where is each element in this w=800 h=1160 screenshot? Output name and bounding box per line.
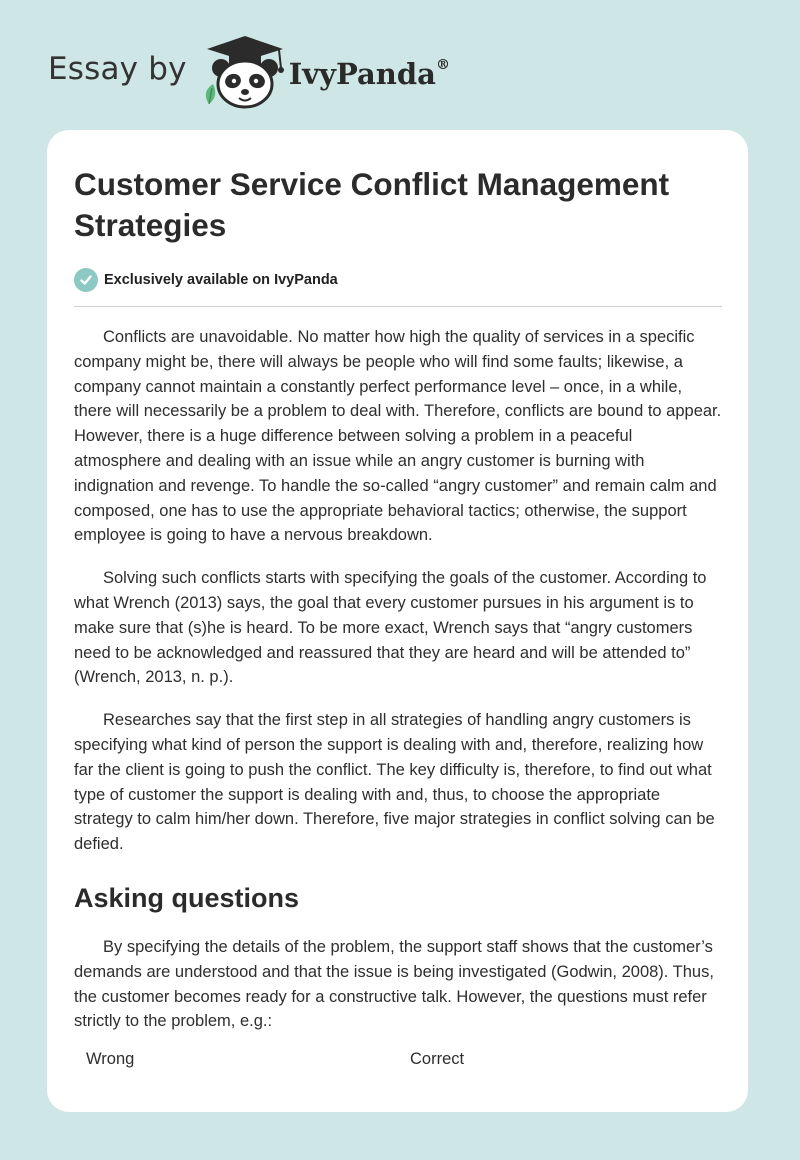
column-header-correct: Correct [410, 1050, 465, 1069]
paragraph-1: Conflicts are unavoidable. No matter how high the quality of services in a specific company might be, there will always be people who will find some faults; likewise, a company cannot maintain a constantly perfect performance level – once, in a while, there will necessarily be a problem to deal with. Therefore, conflicts are bound to appear. However, there is a huge difference between solving a problem in a peaceful atmosphere and dealing with an issue while an angry customer is burning with indignation and revenge. To handle the so-called “angry customer” and remain calm and composed, one has to use the appropriate behavioral tactics; otherwise, the support employee is going to have a nervous breakdown. [74, 328, 722, 545]
brand-prefix: Essay by [48, 51, 187, 87]
brand-header[interactable] [48, 34, 450, 110]
section-paragraph: By specifying the details of the problem, the support staff shows that the customer’s demands are understood and that the issue is being investigated (Godwin, 2008). Thus, the customer becomes ready for a constructive talk. However, the questions must refer strictly to the problem, e.g.: [74, 937, 714, 1031]
divider [74, 306, 722, 307]
comparison-table-header [74, 1050, 722, 1069]
panda-graduate-icon [199, 34, 291, 110]
article-card [47, 130, 748, 1112]
registered-mark: ® [435, 57, 450, 74]
paragraph-3: Researches say that the first step in all strategies of handling angry customers is specifying what kind of person the support is dealing with and, therefore, realizing how far the client is going to push the conflict. The key difficulty is, therefore, to find out what type of customer the support is dealing with and, thus, to choose the appropriate strategy to calm him/her down. Therefore, five major strategies in conflict solving can be defied. [74, 711, 715, 854]
section-heading: Asking questions [74, 882, 300, 913]
badge-text: Exclusively available on IvyPanda [104, 272, 338, 288]
paragraph-2: Solving such conflicts starts with specifying the goals of the customer. According to what Wrench (2013) says, the goal that every customer pursues in his argument is to make sure that (s)he is heard. To be more exact, Wrench says that “angry customers need to be acknowledged and reassured that they are heard and will be attended to” (Wrench, 2013, n. p.). [74, 569, 707, 687]
brand-name-text: IvyPanda [288, 57, 436, 91]
brand-name [289, 57, 450, 91]
exclusive-badge [74, 268, 722, 292]
column-header-wrong: Wrong [86, 1050, 135, 1069]
check-circle-icon [74, 268, 98, 292]
article-title: Customer Service Conflict Management Strategies [74, 166, 670, 243]
